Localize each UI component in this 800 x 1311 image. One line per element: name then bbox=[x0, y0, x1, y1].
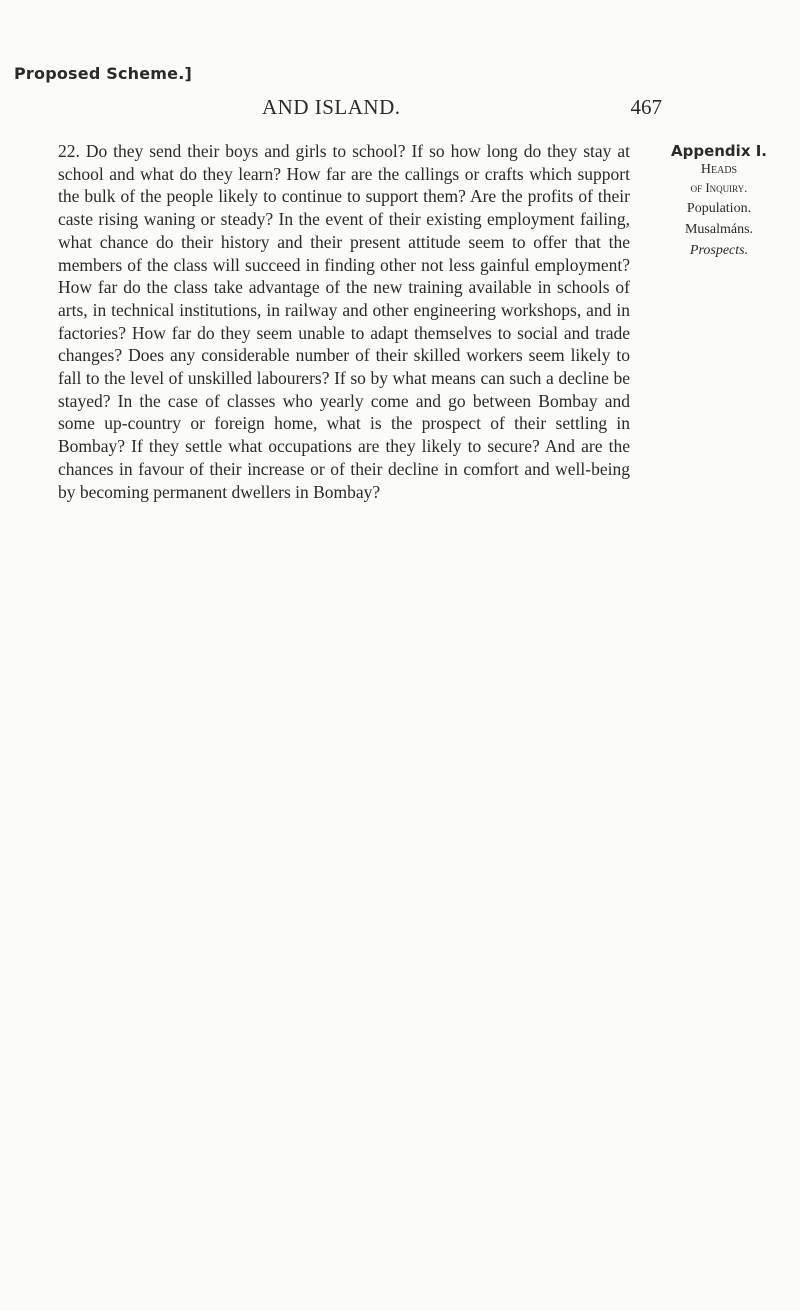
sidenote-population: Population. bbox=[686, 201, 752, 216]
body-paragraph: 22. Do they send their boys and girls to school? If so how long do they stay at school and what do they learn? How far are the callings or crafts which support the bulk of the people likely to continue to support them? Are the profits of their caste rising waning or steady? In the event of their existing employment failing, what chance do their history and their present attitude seem to offer that the members of the class will succeed in finding other not less gainful employment? How far do the class take advantage of the new training available in schools of arts, in technical institutions, in railway and other engineering workshops, and in factories? How far do they seem unable to adapt themselves to social and trade changes? Does any considerable number of their skilled workers seem likely to fall to the level of unskilled labourers? If so by what means can such a decline be stayed? In the case of classes who yearly come and go between Bombay and some up-country or foreign home, what is the prospect of their settling in Bombay? If they settle what occupations are they likely to secure? And are the chances in favour of their increase or of their decline in comfort and well-being by becoming permanent dwellers in Bombay? bbox=[58, 141, 630, 502]
section-title: AND ISLAND. bbox=[262, 95, 401, 119]
sidenote-prospects: Prospects. bbox=[689, 243, 749, 258]
sidenote-heads: Heads bbox=[700, 162, 738, 177]
page-number: 467 bbox=[630, 95, 662, 119]
running-head: Proposed Scheme.] bbox=[14, 64, 193, 83]
sidenote-musalmans: Musalmáns. bbox=[684, 222, 754, 237]
sidenote-of-inquiry: of Inquiry. bbox=[690, 180, 748, 195]
page-header bbox=[262, 95, 662, 121]
margin-notes bbox=[644, 140, 794, 262]
sidenote-appendix: Appendix I. bbox=[671, 142, 767, 160]
